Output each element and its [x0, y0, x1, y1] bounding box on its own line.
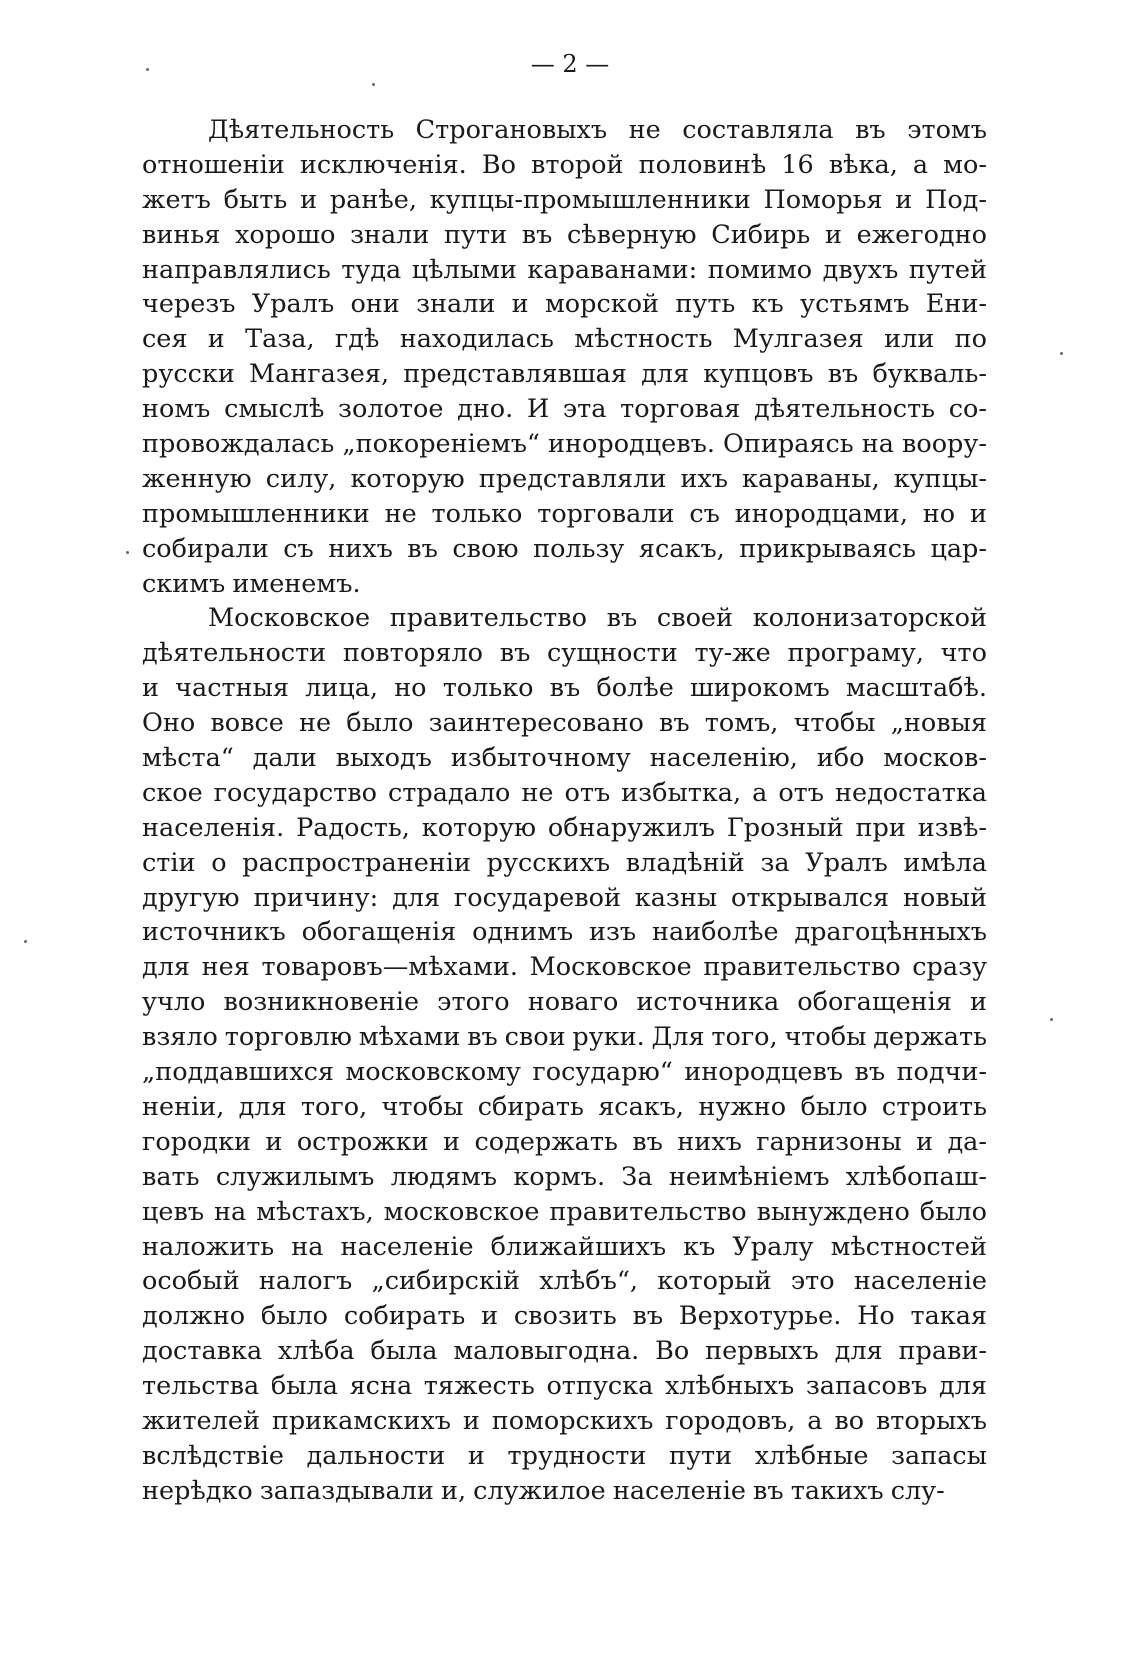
- text-line: Оно вовсе не было заинтересовано въ томъ, чтобы „новыя: [142, 708, 987, 739]
- text-line: цевъ на мѣстахъ, московское правительство вынуждено было: [142, 1196, 987, 1227]
- text-line: взяло торговлю мѣхами въ свои руки. Для того, чтобы держать: [142, 1022, 987, 1053]
- text-line: должно было собирать и свозить въ Верхотурье. Но такая: [142, 1301, 987, 1332]
- page-number: — 2 —: [530, 50, 610, 78]
- scan-speck: [24, 940, 27, 943]
- text-line: номъ смыслѣ золотое дно. И эта торговая дѣятельность со-: [142, 394, 987, 425]
- text-line: особый налогъ „сибирскiй хлѣбъ“, который это населенiе: [142, 1266, 987, 1297]
- scan-speck: [1060, 352, 1063, 355]
- text-line: черезъ Уралъ они знали и морской путь къ устьямъ Ени-: [142, 289, 987, 320]
- text-line: наложить на населенiе ближайшихъ къ Уралу мѣстностей: [142, 1231, 987, 1262]
- text-line: Московское правительство въ своей колонизаторской: [208, 603, 987, 634]
- text-line: населенiя. Радость, которую обнаружилъ Грозный при извѣ-: [142, 812, 987, 843]
- text-line: учло возникновенiе этого новаго источника обогащенiя и: [142, 987, 987, 1018]
- scan-speck: [372, 83, 375, 86]
- scan-speck: [1050, 1018, 1053, 1021]
- text-line: скимъ именемъ.: [142, 568, 361, 599]
- text-line: нерѣдко запаздывали и, служилое населенiе въ такихъ слу-: [142, 1475, 945, 1506]
- text-line: дѣятельности повторяло въ сущности ту-же програму, что: [142, 638, 987, 669]
- text-line: и частныя лица, но только въ болѣе широкомъ масштабѣ.: [142, 673, 987, 704]
- scan-speck: [146, 68, 149, 71]
- text-line: отношенiи исключенiя. Во второй половинѣ 16 вѣка, а мо-: [142, 149, 987, 180]
- text-line: для нея товаровъ—мѣхами. Московское правительство сразу: [142, 952, 987, 983]
- text-line: жетъ быть и ранѣе, купцы-промышленники Поморья и Под-: [142, 184, 987, 215]
- text-line: русски Мангазея, представлявшая для купцовъ въ букваль-: [142, 359, 987, 390]
- text-line: стiи о распространенiи русскихъ владѣнiй за Уралъ имѣла: [142, 847, 987, 878]
- text-line: городки и острожки и содержать въ нихъ гарнизоны и да-: [142, 1126, 987, 1157]
- text-line: мѣста“ дали выходъ избыточному населенiю, ибо москов-: [142, 743, 987, 774]
- text-line: направлялись туда цѣлыми караванами: помимо двухъ путей: [142, 254, 987, 285]
- text-line: доставка хлѣба была маловыгодна. Во первыхъ для прави-: [142, 1336, 987, 1367]
- text-line: Дѣятельность Строгановыхъ не составляла въ этомъ: [208, 115, 987, 145]
- text-line: тельства была ясна тяжесть отпуска хлѣбныхъ запасовъ для: [142, 1371, 987, 1402]
- text-line: „поддавшихся московскому государю“ инородцевъ въ подчи-: [142, 1057, 987, 1088]
- text-line: другую причину: для государевой казны открывался новый: [142, 882, 987, 913]
- text-line: вать служилымъ людямъ кормъ. За неимѣнiемъ хлѣбопаш-: [142, 1161, 987, 1192]
- text-line: собирали съ нихъ въ свою пользу ясакъ, прикрываясь цар-: [142, 533, 987, 564]
- text-line: источникъ обогащенiя однимъ изъ наиболѣе драгоцѣнныхъ: [142, 917, 987, 948]
- text-line: женную силу, которую представляли ихъ караваны, купцы-: [142, 463, 987, 494]
- text-line: провождалась „покоренiемъ“ инородцевъ. Опираясь на воору-: [142, 429, 987, 460]
- text-line: сея и Таза, гдѣ находилась мѣстность Мулгазея или по: [142, 324, 987, 355]
- text-line: жителей прикамскихъ и поморскихъ городовъ, а во вторыхъ: [142, 1405, 987, 1436]
- text-line: ненiи, для того, чтобы сбирать ясакъ, нужно было строить: [142, 1091, 987, 1122]
- text-line: вслѣдствiе дальности и трудности пути хлѣбные запасы: [142, 1440, 987, 1471]
- text-line: винья хорошо знали пути въ сѣверную Сибирь и ежегодно: [142, 219, 987, 250]
- scan-speck: [126, 551, 129, 554]
- body-text: [142, 113, 987, 1509]
- text-line: промышленники не только торговали съ инородцами, но и: [142, 498, 987, 529]
- text-line: ское государство страдало не отъ избытка, а отъ недостатка: [142, 777, 987, 808]
